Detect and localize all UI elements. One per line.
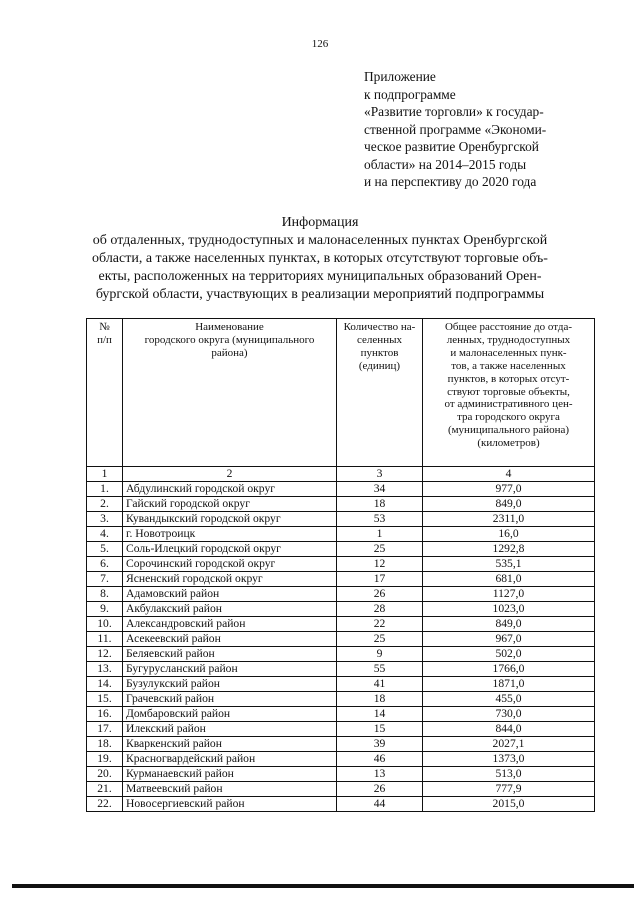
- row-name: Беляевский район: [123, 647, 337, 662]
- row-distance: 1023,0: [423, 602, 595, 617]
- row-distance: 730,0: [423, 707, 595, 722]
- row-number: 7.: [87, 572, 123, 587]
- row-distance: 1373,0: [423, 752, 595, 767]
- row-name: Бузулукский район: [123, 677, 337, 692]
- row-number: 12.: [87, 647, 123, 662]
- row-distance: 513,0: [423, 767, 595, 782]
- bottom-border-line: [12, 884, 634, 888]
- column-number: 4: [423, 467, 595, 482]
- table-row: [87, 527, 595, 542]
- row-name: Кваркенский район: [123, 737, 337, 752]
- table-row: [87, 512, 595, 527]
- row-count: 18: [337, 692, 423, 707]
- row-count: 17: [337, 572, 423, 587]
- row-name: г. Новотроицк: [123, 527, 337, 542]
- row-name: Гайский городской округ: [123, 497, 337, 512]
- row-number: 17.: [87, 722, 123, 737]
- appendix-line: «Развитие торговли» к государ-: [364, 104, 544, 119]
- row-count: 34: [337, 482, 423, 497]
- row-count: 25: [337, 542, 423, 557]
- row-name: Адамовский район: [123, 587, 337, 602]
- row-count: 18: [337, 497, 423, 512]
- row-name: Курманаевский район: [123, 767, 337, 782]
- table-row: [87, 542, 595, 557]
- row-name: Кувандыкский городской округ: [123, 512, 337, 527]
- appendix-block: [364, 68, 614, 191]
- row-name: Новосергиевский район: [123, 797, 337, 812]
- table-row: [87, 752, 595, 767]
- row-number: 22.: [87, 797, 123, 812]
- row-number: 4.: [87, 527, 123, 542]
- column-number: 1: [87, 467, 123, 482]
- row-distance: 2311,0: [423, 512, 595, 527]
- row-number: 3.: [87, 512, 123, 527]
- table-row: [87, 557, 595, 572]
- table-row: [87, 662, 595, 677]
- column-number-row: [87, 467, 595, 482]
- row-number: 1.: [87, 482, 123, 497]
- data-table: [86, 318, 595, 812]
- table-row: [87, 647, 595, 662]
- row-name: Домбаровский район: [123, 707, 337, 722]
- row-distance: 535,1: [423, 557, 595, 572]
- row-distance: 2015,0: [423, 797, 595, 812]
- row-number: 19.: [87, 752, 123, 767]
- row-name: Соль-Илецкий городской округ: [123, 542, 337, 557]
- table-row: [87, 482, 595, 497]
- row-distance: 1871,0: [423, 677, 595, 692]
- row-count: 13: [337, 767, 423, 782]
- row-number: 20.: [87, 767, 123, 782]
- row-name: Матвеевский район: [123, 782, 337, 797]
- row-number: 14.: [87, 677, 123, 692]
- row-distance: 16,0: [423, 527, 595, 542]
- row-name: Грачевский район: [123, 692, 337, 707]
- row-distance: 502,0: [423, 647, 595, 662]
- row-distance: 977,0: [423, 482, 595, 497]
- row-count: 41: [337, 677, 423, 692]
- table-row: [87, 602, 595, 617]
- row-distance: 681,0: [423, 572, 595, 587]
- appendix-line: Приложение: [364, 69, 436, 84]
- row-name: Асекеевский район: [123, 632, 337, 647]
- row-distance: 2027,1: [423, 737, 595, 752]
- row-name: Красногвардейский район: [123, 752, 337, 767]
- row-name: Илекский район: [123, 722, 337, 737]
- row-count: 44: [337, 797, 423, 812]
- row-number: 18.: [87, 737, 123, 752]
- table-row: [87, 632, 595, 647]
- row-distance: 455,0: [423, 692, 595, 707]
- title-line: екты, расположенных на территориях муниципальных образований Орен-: [98, 269, 542, 284]
- row-count: 46: [337, 752, 423, 767]
- title-line: об отдаленных, труднодоступных и малонаселенных пунктах Оренбургской: [92, 233, 548, 248]
- row-distance: 849,0: [423, 617, 595, 632]
- row-number: 5.: [87, 542, 123, 557]
- appendix-line: области» на 2014–2015 годы: [364, 156, 527, 172]
- column-number: 2: [123, 467, 337, 482]
- row-distance: 1766,0: [423, 662, 595, 677]
- table-row: [87, 782, 595, 797]
- title-heading: Информация: [281, 215, 359, 230]
- table-row: [87, 707, 595, 722]
- row-name: Бугурусланский район: [123, 662, 337, 677]
- table-row: [87, 572, 595, 587]
- row-count: 28: [337, 602, 423, 617]
- row-count: 9: [337, 647, 423, 662]
- header-distance: Общее расстояние до отда- ленных, труднодоступных и малонаселенных пунк- тов, а также населенных пунктов, в которых отсут- ствуют торговые объекты, от административного цен- тра городского округа (муниципального района) (километров): [423, 319, 595, 467]
- row-count: 26: [337, 587, 423, 602]
- table-row: [87, 722, 595, 737]
- row-distance: 1292,8: [423, 542, 595, 557]
- row-name: Акбулакский район: [123, 602, 337, 617]
- title-line: бургской области, участвующих в реализации мероприятий подпрограммы: [95, 287, 545, 302]
- row-number: 2.: [87, 497, 123, 512]
- row-count: 14: [337, 707, 423, 722]
- row-name: Абдулинский городской округ: [123, 482, 337, 497]
- row-number: 9.: [87, 602, 123, 617]
- header-count: Количество на- селенных пунктов (единиц): [337, 319, 423, 467]
- row-count: 53: [337, 512, 423, 527]
- row-number: 10.: [87, 617, 123, 632]
- appendix-line: к подпрограмме: [364, 86, 456, 102]
- header-number: № п/п: [87, 319, 123, 467]
- row-name: Сорочинский городской округ: [123, 557, 337, 572]
- row-distance: 1127,0: [423, 587, 595, 602]
- row-number: 6.: [87, 557, 123, 572]
- row-name: Александровский район: [123, 617, 337, 632]
- row-count: 22: [337, 617, 423, 632]
- row-distance: 777,9: [423, 782, 595, 797]
- appendix-line: ственной программе «Экономи-: [364, 121, 547, 137]
- row-count: 15: [337, 722, 423, 737]
- row-count: 12: [337, 557, 423, 572]
- row-count: 55: [337, 662, 423, 677]
- row-number: 13.: [87, 662, 123, 677]
- row-name: Ясненский городской округ: [123, 572, 337, 587]
- row-count: 1: [337, 527, 423, 542]
- table-row: [87, 737, 595, 752]
- row-number: 11.: [87, 632, 123, 647]
- appendix-line: ческое развитие Оренбургской: [364, 139, 539, 154]
- table-row: [87, 767, 595, 782]
- table-row: [87, 617, 595, 632]
- document-title: [0, 214, 640, 304]
- row-count: 26: [337, 782, 423, 797]
- row-distance: 849,0: [423, 497, 595, 512]
- appendix-line: и на перспективу до 2020 года: [364, 174, 537, 189]
- table-row: [87, 692, 595, 707]
- column-number: 3: [337, 467, 423, 482]
- table-row: [87, 677, 595, 692]
- table-row: [87, 497, 595, 512]
- row-number: 21.: [87, 782, 123, 797]
- row-count: 25: [337, 632, 423, 647]
- page-number: 126: [311, 38, 329, 50]
- table-row: [87, 797, 595, 812]
- row-distance: 967,0: [423, 632, 595, 647]
- row-number: 15.: [87, 692, 123, 707]
- row-number: 8.: [87, 587, 123, 602]
- title-line: области, а также населенных пунктах, в которых отсутствуют торговые объ-: [92, 251, 548, 266]
- row-distance: 844,0: [423, 722, 595, 737]
- row-number: 16.: [87, 707, 123, 722]
- header-name: Наименование городского округа (муниципального района): [123, 319, 337, 467]
- row-count: 39: [337, 737, 423, 752]
- table-row: [87, 587, 595, 602]
